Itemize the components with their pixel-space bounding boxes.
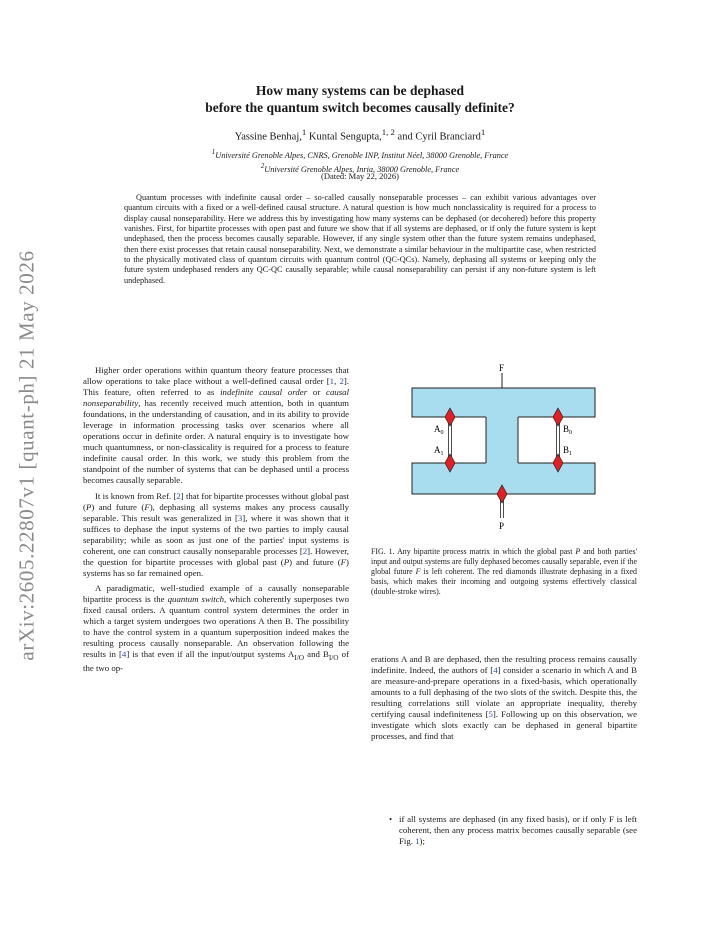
arxiv-stamp-text: arXiv:2605.22807v1 [quant-ph] 21 May 2026 bbox=[14, 249, 39, 661]
p2-math: F bbox=[144, 501, 150, 512]
middle-stem bbox=[486, 416, 518, 464]
p2-math: P bbox=[283, 556, 290, 567]
title-line-1: How many systems can be dephased bbox=[255, 83, 465, 98]
author-3: and Cyril Branciard bbox=[394, 131, 481, 143]
p3-text: of the two op- bbox=[83, 649, 350, 673]
ref-link[interactable]: 2 bbox=[176, 490, 181, 501]
author-2-affil: 1, 2 bbox=[381, 127, 395, 137]
p1-text: , bbox=[334, 376, 340, 387]
author-3-affil: 1 bbox=[480, 127, 486, 137]
p2-text: ) systems has so far remained open. bbox=[83, 556, 349, 578]
label-b0: $B_0$ bbox=[563, 424, 573, 436]
ref-link[interactable]: 4 bbox=[121, 649, 127, 660]
paragraph-4 bbox=[371, 654, 637, 742]
caption-text: and both parties' input and output systems are fully dephased becomes causally separable, even if the global future bbox=[371, 547, 637, 577]
ref-link[interactable]: 5 bbox=[488, 709, 493, 720]
abstract: Quantum processes with indefinite causal order – so-called causally nonseparable processes – can exhibit various advantages over quantum circuits with a fixed or a well-defined causal structure. A natural question is how much nonclassicality is required for a process to display causal nonseparability. Here we address this by investigating how many systems can be dephased (or decohered) before this property vanishes. First, for bipartite processes with open past and future we show that if all systems are dephased, or if only the future system is kept undephased, then the process becomes causally separable. However, if any single system other than the future system remains undephased, then there exist processes that retain causal nonseparability. Next, we demonstrate a similar behaviour in the multipartite case, when restricted to the physically motivated class of quantum circuits with quantum control (QC-QCs). Namely, dephasing all systems or keeping only the future system undephased renders any QC-QC causally separable; while causal nonseparability can persist if any non-future system is left undephased. bbox=[124, 193, 596, 285]
p2-text: ) and future ( bbox=[289, 556, 341, 567]
p1-emph: indefinite causal order bbox=[220, 387, 308, 398]
p3-text: , which coherently superposes two fixed causal orders. A quantum control system determines the order in which a target system undergoes two operations A then B. The possibility to have the control system in a quantum superposition indeed makes the resulting process causally nonseparable. An observation following the results in [ bbox=[83, 593, 349, 660]
figure-1-caption bbox=[371, 547, 637, 597]
p2-text: ] that for bipartite processes without global past ( bbox=[83, 490, 349, 512]
ref-link[interactable]: 2 bbox=[302, 545, 308, 556]
bullet-text bbox=[399, 814, 637, 847]
p2-text: It is known from Ref. [ bbox=[95, 490, 177, 501]
left-column bbox=[83, 365, 349, 674]
p2-math: P bbox=[85, 501, 92, 512]
caption-math: P bbox=[575, 547, 581, 556]
affiliation-2-sup: 2 bbox=[260, 162, 265, 170]
ref-link[interactable]: 3 bbox=[237, 512, 243, 523]
right-column bbox=[371, 654, 637, 742]
bullet-icon: • bbox=[389, 814, 393, 824]
bullet-item bbox=[371, 814, 637, 847]
ref-link[interactable]: 4 bbox=[493, 665, 498, 676]
p3-emph: quantum switch bbox=[167, 593, 225, 604]
title-line-2: before the quantum switch becomes causally definite? bbox=[205, 100, 515, 115]
label-a0: $A_0$ bbox=[434, 424, 444, 436]
p4-text: ] consider a scenario in which A and B are measure-and-prepare operations in a fixed-basis, which operationally amounts to a full dephasing of the two slots of the switch. Despite this, the resulting correlations still violate an appropriate inequality, thereby certifying causal indefiniteness [ bbox=[371, 665, 637, 720]
ref-link[interactable]: 1 bbox=[329, 376, 335, 387]
caption-text: FIG. 1. Any bipartite process matrix in which the global past bbox=[371, 547, 576, 556]
paragraph-2 bbox=[83, 491, 349, 579]
p1-text: , has recently received much attention, both in quantum foundations, in the understanding of causation, and in its ability to provide leverage in information processing tasks over scenarios where all operations occur in definite order. A natural enquiry is to investigate how much quantumness, or non-classicality is required for a process to feature indefinite causal order. In this work, we study this problem from the standpoint of the number of systems that can be dephased until a process becomes causally separable. bbox=[83, 398, 349, 486]
affiliation-1 bbox=[100, 147, 620, 161]
p3-text: and B bbox=[304, 649, 329, 660]
past-label: P bbox=[499, 521, 505, 531]
future-label: F bbox=[499, 363, 505, 373]
affiliation-2-text: Université Grenoble Alpes, Inria, 38000 Grenoble, France bbox=[264, 164, 460, 174]
p2-math: F bbox=[340, 556, 347, 567]
p3-text: ] is that even if all the input/output systems A bbox=[126, 649, 295, 660]
caption-math: F bbox=[415, 567, 421, 577]
author-list bbox=[100, 127, 620, 143]
figure-ref-link[interactable]: 1 bbox=[415, 836, 420, 847]
bullet-text-part: if all systems are dephased (in any fixed basis), or if only F is left coherent, then any process matrix becomes causally separable (see Fig. bbox=[399, 814, 637, 847]
figure-1-diagram bbox=[405, 360, 605, 535]
p1-text: ]. This feature, often referred to as bbox=[83, 376, 349, 398]
p3-sub: I/O bbox=[328, 652, 339, 662]
p3-text: A paradigmatic, well-studied example of a causally nonseparable bipartite process is the bbox=[83, 582, 349, 604]
p2-text: ) and future ( bbox=[91, 501, 145, 512]
p2-text: ), dephasing all systems makes any process causally separable. This result was generalized in [ bbox=[83, 501, 349, 523]
bullet-text-part: ); bbox=[419, 836, 425, 847]
p1-emph: causal nonseparability bbox=[83, 387, 350, 409]
affiliation-1-text: Université Grenoble Alpes, CNRS, Grenoble INP, Institut Néel, 38000 Grenoble, France bbox=[215, 150, 509, 160]
p2-text: ]. However, the question for bipartite processes with global past ( bbox=[83, 545, 349, 567]
author-1-affil: 1 bbox=[301, 127, 307, 137]
top-block bbox=[412, 388, 595, 417]
p1-text: Higher order operations within quantum theory feature processes that allow operations to take place without a well-defined causal order [ bbox=[83, 365, 349, 387]
arxiv-stamp bbox=[4, 240, 50, 670]
author-2: Kuntal Sengupta, bbox=[306, 131, 382, 143]
p1-text: or bbox=[307, 387, 327, 398]
label-b1: $B_1$ bbox=[563, 445, 573, 457]
date-line: (Dated: May 22, 2026) bbox=[321, 171, 399, 181]
caption-text: is left coherent. The red diamonds illustrate dephasing in a fixed basis, which makes their incoming and outgoing systems effectively classical (double-stroke wires). bbox=[371, 567, 638, 597]
ref-link[interactable]: 2 bbox=[339, 376, 344, 387]
author-1: Yassine Benhaj, bbox=[234, 131, 302, 143]
p3-sub: I/O bbox=[294, 652, 305, 662]
label-a1: $A_1$ bbox=[434, 445, 444, 457]
paragraph-1 bbox=[83, 365, 349, 487]
paragraph-3 bbox=[83, 583, 349, 674]
p2-text: ], where it was shown that it suffices to dephase the input systems of the two parties to imply causal separability; while as soon as just one of the parties' input systems is coherent, one can construct causally nonseparable processes [ bbox=[83, 512, 349, 556]
p4-text: ]. Following up on this observation, we investigate which slots exactly can be dephased in general bipartite processes, and find that bbox=[371, 709, 637, 742]
affiliation-1-sup: 1 bbox=[211, 149, 216, 156]
p4-text: erations A and B are dephased, then the resulting process remains causally indefinite. Indeed, the authors of [ bbox=[371, 654, 637, 676]
paper-title bbox=[120, 82, 600, 116]
